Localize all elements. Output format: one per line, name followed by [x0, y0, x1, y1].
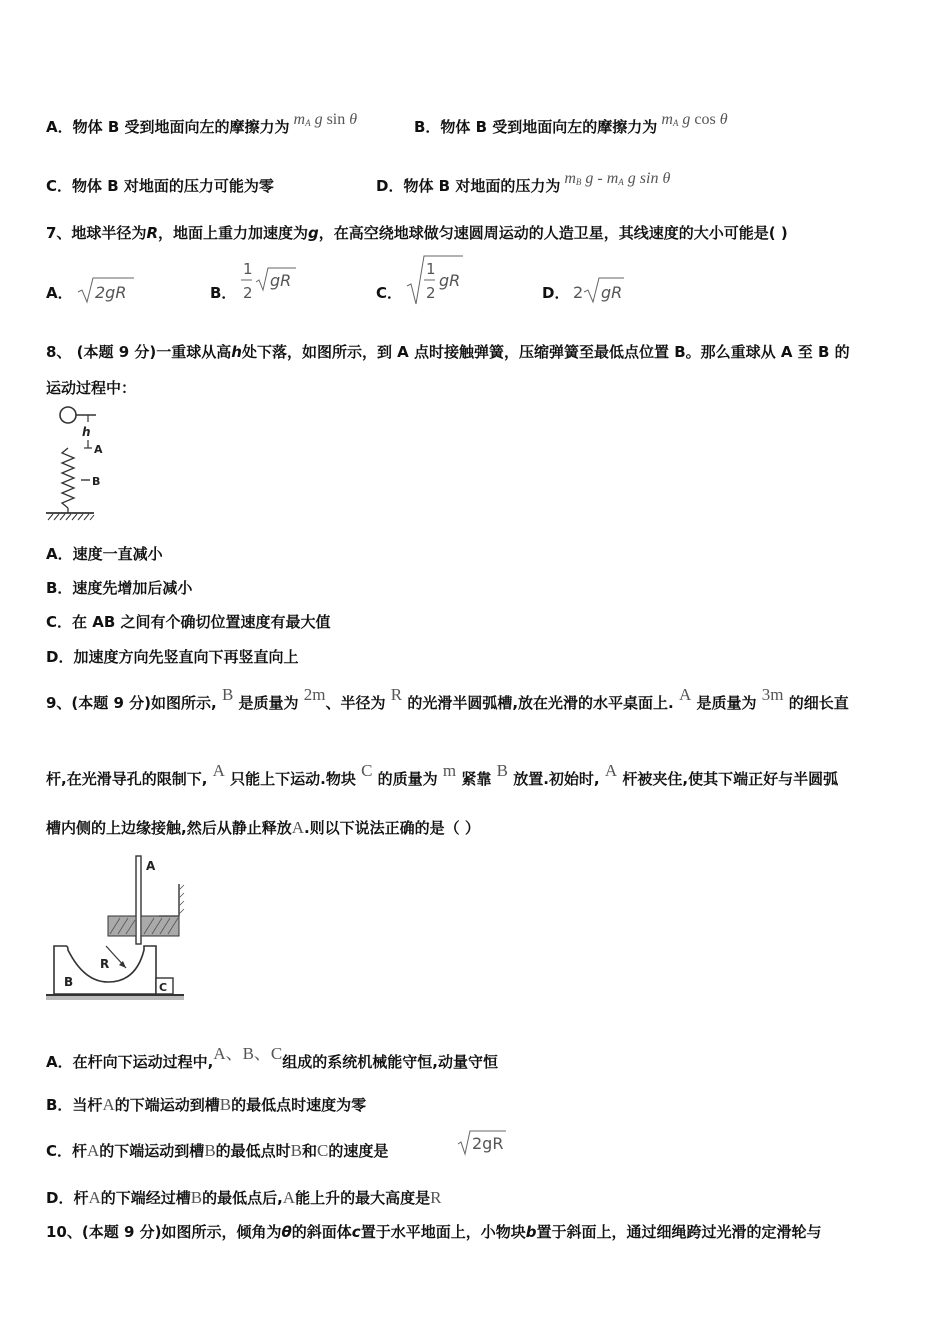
q7-option-b: B．	[210, 284, 237, 302]
svg-text:gR: gR	[270, 271, 292, 290]
fig-label-r: R	[100, 957, 110, 971]
q8-option-a: A．速度一直减小	[46, 545, 163, 563]
q7-option-b-formula	[240, 258, 300, 308]
svg-text:gR: gR	[601, 283, 623, 302]
fig-label-a: A	[146, 859, 156, 873]
q9-option-c: C．杆A的下端运动到槽B的最低点时B和C的速度是	[46, 1141, 389, 1160]
q6-option-c: C．物体 B 对地面的压力可能为零	[46, 177, 274, 195]
q8-stem-line2: 运动过程中：	[46, 379, 137, 397]
q9-stem-line2: 杆,在光滑导孔的限制下, A 只能上下运动.物块 C 的质量为 m 紧靠 B 放置.初始时, A 杆被夹住,使其下端正好与半圆弧	[46, 761, 839, 788]
fig-label-a: A	[94, 443, 103, 456]
q7-option-d: D．	[542, 284, 570, 302]
q9-option-a: A．在杆向下运动过程中,A、B、C组成的系统机械能守恒,动量守恒	[46, 1044, 498, 1071]
q8-option-b: B．速度先增加后减小	[46, 579, 193, 597]
q6-option-d: D．物体 B 对地面的压力为 $m_B$ g - $m_A$ g sin θ	[376, 170, 671, 195]
q6-option-b: B．物体 B 受到地面向左的摩擦力为 $m_A$ g cos θ	[414, 111, 728, 136]
q10-stem: 10、(本题 9 分)如图所示，倾角为θ的斜面体c置于水平地面上，小物块b置于斜面上，通过细绳跨过光滑的定滑轮与	[46, 1223, 822, 1241]
q9-option-d: D．杆A的下端经过槽B的最低点后,A能上升的最大高度是R	[46, 1188, 442, 1207]
q8-option-d: D．加速度方向先竖直向下再竖直向上	[46, 648, 299, 666]
spring-icon	[62, 448, 74, 508]
svg-text:1: 1	[243, 260, 253, 278]
fig-label-b: B	[92, 475, 101, 488]
fig-label-c: C	[159, 981, 168, 994]
svg-text:2: 2	[573, 283, 584, 302]
q7-option-a: A．	[46, 284, 73, 302]
q7-option-a-formula	[76, 274, 136, 306]
q9-option-b: B．当杆A的下端运动到槽B的最低点时速度为零	[46, 1095, 367, 1114]
rod-a	[136, 856, 141, 944]
q9-figure	[44, 854, 189, 1004]
svg-text:1: 1	[426, 260, 436, 278]
q8-option-c: C．在 AB 之间有个确切位置速度有最大值	[46, 613, 331, 631]
q8-stem-line1: 8、 (本题 9 分)一重球从高h处下落，如图所示，到 A 点时接触弹簧，压缩弹簧至最低点位置 B。那么重球从 A 至 B 的	[46, 343, 850, 361]
q8-spring-figure	[44, 400, 104, 524]
svg-text:2: 2	[426, 284, 436, 302]
svg-text:2gR: 2gR	[95, 283, 127, 302]
fig-label-h: h	[82, 425, 91, 439]
svg-text:gR: gR	[439, 271, 461, 290]
svg-text:2: 2	[243, 284, 253, 302]
fig-label-b: B	[64, 975, 74, 989]
q9-stem-line3: 槽内侧的上边缘接触,然后从静止释放A.则以下说法正确的是（ ）	[46, 818, 480, 837]
q7-stem: 7、地球半径为R，地面上重力加速度为g，在高空绕地球做匀速圆周运动的人造卫星，其线速度的大小可能是( )	[46, 224, 788, 242]
q6-option-a: A．物体 B 受到地面向左的摩擦力为 $m_A$ g sin θ	[46, 111, 358, 136]
q9-stem-line1: 9、(本题 9 分)如图所示, B 是质量为 2m、半径为 R 的光滑半圆弧槽,放在光滑的水平桌面上. A 是质量为 3m 的细长直	[46, 685, 849, 712]
ball-icon	[60, 407, 76, 423]
q7-option-c: C．	[376, 284, 403, 302]
q9-option-c-formula	[456, 1128, 510, 1158]
q7-option-c-formula	[405, 252, 467, 308]
q7-option-d-formula	[570, 274, 630, 306]
svg-text:2gR: 2gR	[472, 1134, 504, 1153]
